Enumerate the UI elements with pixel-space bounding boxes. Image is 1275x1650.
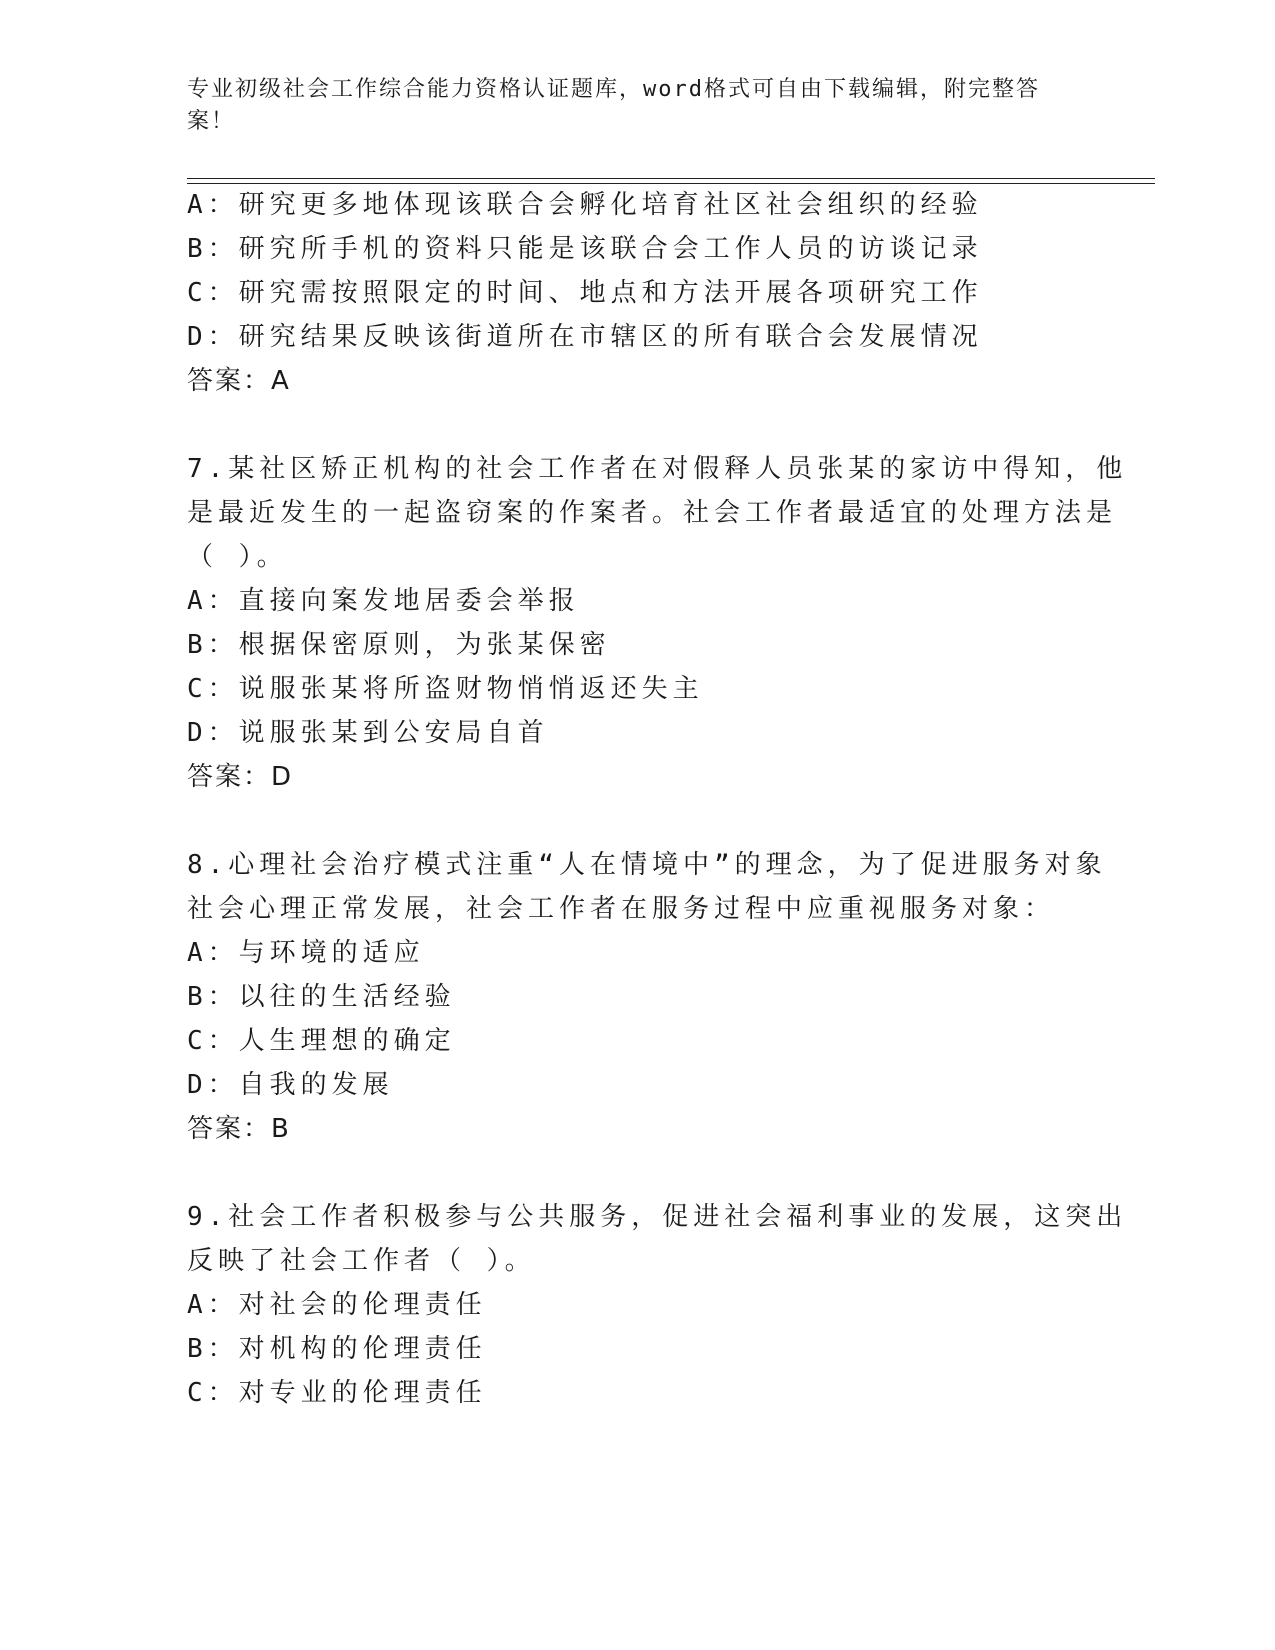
q7-option-c: C：说服张某将所盗财物悄悄返还失主 xyxy=(187,674,704,704)
header-divider-top xyxy=(187,178,1155,179)
q7-stem-line-1: 7.某社区矫正机构的社会工作者在对假释人员张某的家访中得知，他 xyxy=(187,454,1128,484)
q7-stem-line-2: 是最近发生的一起盗窃案的作案者。社会工作者最适宜的处理方法是 xyxy=(187,498,1118,528)
q6-answer: 答案：A xyxy=(187,366,291,396)
q7-answer: 答案：D xyxy=(187,762,294,792)
q6-option-a: A：研究更多地体现该联合会孵化培育社区社会组织的经验 xyxy=(187,190,983,220)
q6-option-c: C：研究需按照限定的时间、地点和方法开展各项研究工作 xyxy=(187,278,983,308)
q7-option-b: B：根据保密原则，为张某保密 xyxy=(187,630,611,660)
document-header: 专业初级社会工作综合能力资格认证题库，word格式可自由下载编辑，附完整答案！ xyxy=(187,77,1040,134)
q8-option-d: D：自我的发展 xyxy=(187,1070,394,1100)
q8-option-a: A：与环境的适应 xyxy=(187,938,425,968)
header-divider-bottom xyxy=(187,183,1155,184)
q6-option-d: D：研究结果反映该街道所在市辖区的所有联合会发展情况 xyxy=(187,322,983,352)
q9-option-a: A：对社会的伦理责任 xyxy=(187,1290,487,1320)
q9-stem-line-1: 9.社会工作者积极参与公共服务，促进社会福利事业的发展，这突出 xyxy=(187,1202,1128,1232)
q8-stem-line-1: 8.心理社会治疗模式注重“人在情境中”的理念，为了促进服务对象 xyxy=(187,850,1107,880)
q6-option-b: B：研究所手机的资料只能是该联合会工作人员的访谈记录 xyxy=(187,234,983,264)
q8-answer: 答案：B xyxy=(187,1114,291,1144)
q8-option-b: B：以往的生活经验 xyxy=(187,982,456,1012)
q9-option-b: B：对机构的伦理责任 xyxy=(187,1334,487,1364)
q8-stem-line-2: 社会心理正常发展，社会工作者在服务过程中应重视服务对象： xyxy=(187,894,1056,924)
q9-stem-line-2: 反映了社会工作者（ ）。 xyxy=(187,1246,536,1276)
q7-stem-line-3: （ ）。 xyxy=(187,542,288,572)
q9-option-c: C：对专业的伦理责任 xyxy=(187,1378,487,1408)
q7-option-a: A：直接向案发地居委会举报 xyxy=(187,586,580,616)
q7-option-d: D：说服张某到公安局自首 xyxy=(187,718,549,748)
q8-option-c: C：人生理想的确定 xyxy=(187,1026,456,1056)
